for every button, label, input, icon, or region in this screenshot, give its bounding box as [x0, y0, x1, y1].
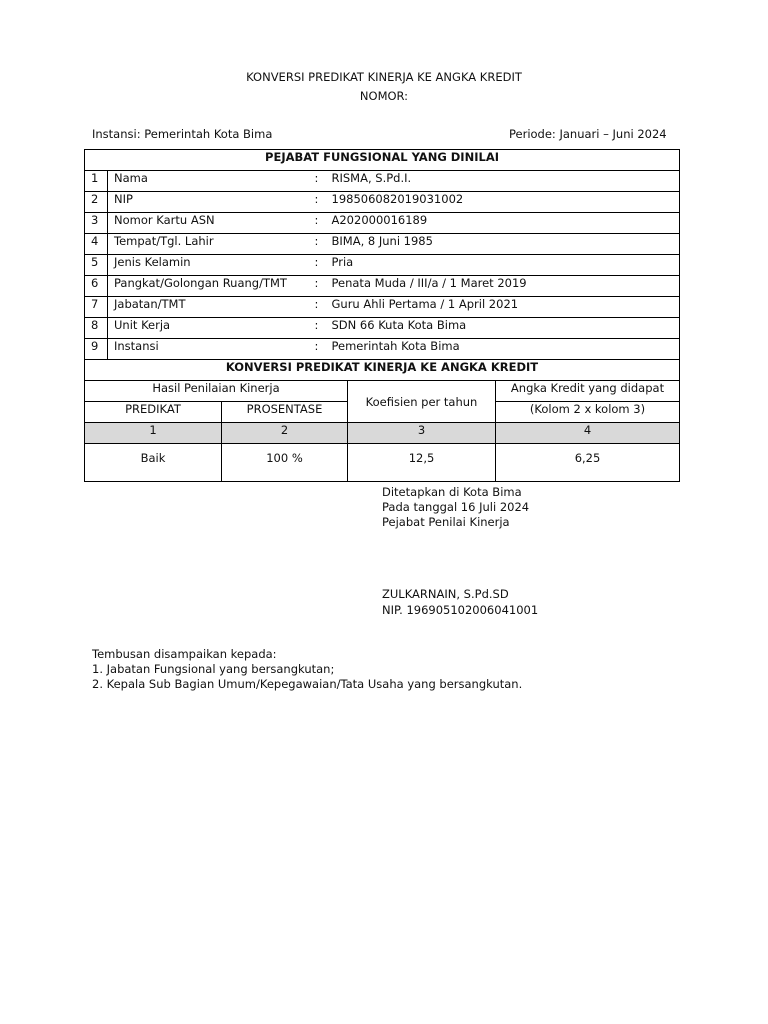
row-colon: : — [303, 171, 326, 192]
koefisien-value: 12,5 — [348, 444, 496, 482]
row-label: Jabatan/TMT — [108, 297, 303, 318]
row-number: 3 — [85, 213, 108, 234]
row-label: NIP — [108, 192, 303, 213]
row-label: Nama — [108, 171, 303, 192]
column-number: 4 — [496, 423, 680, 444]
row-number: 1 — [85, 171, 108, 192]
row-label: Instansi — [108, 339, 303, 360]
row-label: Nomor Kartu ASN — [108, 213, 303, 234]
row-value: Penata Muda / III/a / 1 Maret 2019 — [326, 276, 680, 297]
tanggal-text: Pada tanggal 16 Juli 2024 — [382, 500, 530, 514]
kolom-note: (Kolom 2 x kolom 3) — [496, 402, 680, 423]
prosentase-value: 100 % — [222, 444, 348, 482]
koefisien-header: Koefisien per tahun — [348, 381, 496, 423]
pejabat-penilai-text: Pejabat Penilai Kinerja — [382, 515, 510, 529]
table-row — [85, 234, 680, 255]
row-number: 5 — [85, 255, 108, 276]
table-row — [85, 171, 680, 192]
document-title: KONVERSI PREDIKAT KINERJA KE ANGKA KREDIT — [246, 70, 522, 84]
row-number: 7 — [85, 297, 108, 318]
row-colon: : — [303, 276, 326, 297]
row-colon: : — [303, 234, 326, 255]
column-number: 1 — [85, 423, 222, 444]
row-colon: : — [303, 213, 326, 234]
row-value: Pemerintah Kota Bima — [326, 339, 680, 360]
table-row — [85, 444, 680, 482]
table-row — [85, 339, 680, 360]
tembusan-item: 1. Jabatan Fungsional yang bersangkutan; — [92, 662, 335, 676]
row-number: 8 — [85, 318, 108, 339]
predikat-header: PREDIKAT — [85, 402, 222, 423]
hasil-penilaian-header: Hasil Penilaian Kinerja — [85, 381, 348, 402]
column-number-row — [85, 423, 680, 444]
row-value: 198506082019031002 — [326, 192, 680, 213]
row-colon: : — [303, 192, 326, 213]
pejabat-section-title: PEJABAT FUNGSIONAL YANG DINILAI — [85, 150, 680, 171]
column-number: 3 — [348, 423, 496, 444]
pejabat-table — [84, 149, 680, 360]
table-row — [85, 297, 680, 318]
periode-label: Periode: Januari – Juni 2024 — [509, 127, 667, 141]
row-colon: : — [303, 318, 326, 339]
instansi-label: Instansi: Pemerintah Kota Bima — [92, 127, 273, 141]
prosentase-header: PROSENTASE — [222, 402, 348, 423]
row-colon: : — [303, 297, 326, 318]
row-value: Pria — [326, 255, 680, 276]
row-number: 9 — [85, 339, 108, 360]
row-number: 2 — [85, 192, 108, 213]
row-colon: : — [303, 339, 326, 360]
row-value: RISMA, S.Pd.I. — [326, 171, 680, 192]
signatory-name: ZULKARNAIN, S.Pd.SD — [382, 587, 509, 601]
table-row — [85, 213, 680, 234]
row-value: BIMA, 8 Juni 1985 — [326, 234, 680, 255]
row-value: SDN 66 Kuta Kota Bima — [326, 318, 680, 339]
table-row — [85, 255, 680, 276]
angka-kredit-header: Angka Kredit yang didapat — [496, 381, 680, 402]
row-label: Unit Kerja — [108, 318, 303, 339]
table-row — [85, 318, 680, 339]
predikat-value: Baik — [85, 444, 222, 482]
tembusan-item: 2. Kepala Sub Bagian Umum/Kepegawaian/Tata Usaha yang bersangkutan. — [92, 677, 523, 691]
row-label: Tempat/Tgl. Lahir — [108, 234, 303, 255]
konversi-section-title: KONVERSI PREDIKAT KINERJA KE ANGKA KREDIT — [85, 360, 680, 381]
row-value: A202000016189 — [326, 213, 680, 234]
angka-kredit-value: 6,25 — [496, 444, 680, 482]
signatory-nip: NIP. 196905102006041001 — [382, 603, 539, 617]
column-number: 2 — [222, 423, 348, 444]
row-label: Jenis Kelamin — [108, 255, 303, 276]
row-colon: : — [303, 255, 326, 276]
row-number: 4 — [85, 234, 108, 255]
row-label: Pangkat/Golongan Ruang/TMT — [108, 276, 303, 297]
table-row — [85, 276, 680, 297]
row-number: 6 — [85, 276, 108, 297]
document-number: NOMOR: — [359, 89, 409, 103]
row-value: Guru Ahli Pertama / 1 April 2021 — [326, 297, 680, 318]
tembusan-title: Tembusan disampaikan kepada: — [92, 647, 277, 661]
konversi-table — [84, 359, 680, 482]
ditetapkan-text: Ditetapkan di Kota Bima — [382, 485, 522, 499]
table-row — [85, 192, 680, 213]
